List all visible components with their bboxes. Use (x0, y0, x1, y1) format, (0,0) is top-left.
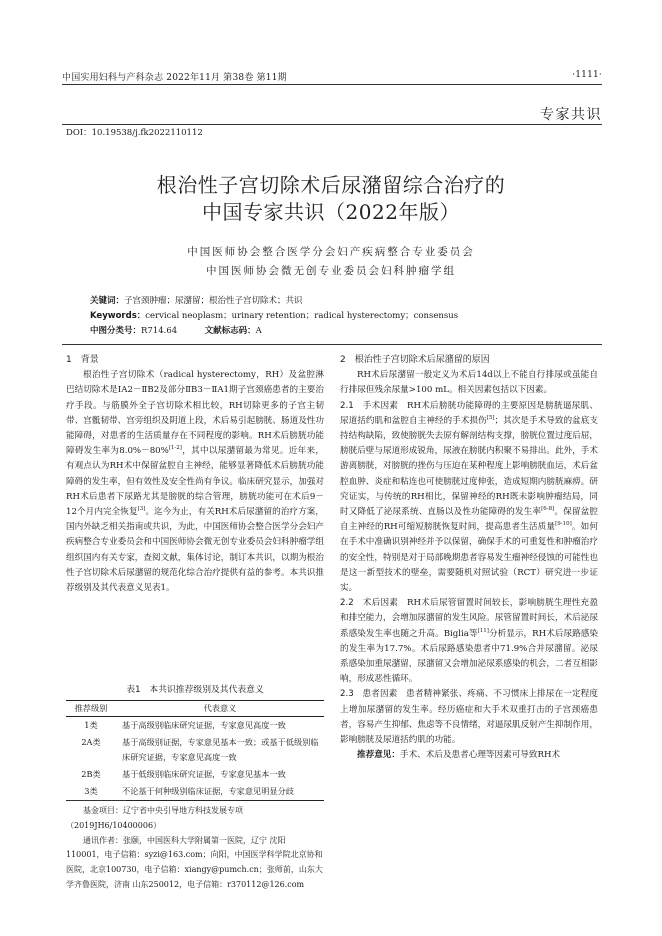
recommendation-label: 推荐意见： (357, 750, 400, 761)
doi: DOI：10.19538/j.fk2022110112 (66, 128, 203, 138)
table-cell: 2A类 (81, 737, 101, 747)
heading-background: 1 背景 (66, 355, 99, 365)
table-header: 推荐级别 (66, 701, 116, 717)
doc-code-label: 文献标志码： (204, 326, 256, 336)
doc-code-value: A (255, 326, 262, 336)
table-cell: 1类 (84, 720, 98, 730)
journal-info: 中国实用妇科与产科杂志 2022年11月 第38卷 第11期 (62, 73, 287, 83)
table-row (66, 717, 324, 735)
contact-note: 通讯作者：张颐，中国医科大学附属第一医院，辽宁 沈阳110001，电子信箱：syzi@163.com；向阳，中国医学科学院北京协和医院，北京100730，电子信箱：xiangy@pumch.cn；张师前，山东大学齐鲁医院，济南 山东250012，电子信箱：r370112@126.com (66, 835, 323, 889)
table-cell: 不论基于何种级别临床证据，专家意见明显分歧 (116, 783, 324, 801)
recommendation-paragraph: 推荐意见：手术、术后及患者心理等因素可导致RH术 (357, 750, 561, 761)
keywords-en (90, 309, 458, 323)
table-row (66, 766, 324, 783)
background-paragraph: 根治性子宫切除术（radical hysterectomy，RH）及盆腔淋巴结切除术是ⅠA2－ⅡB2及部分ⅡB3－ⅡA1期子宫颈癌患者的主要治疗手段。与筋膜外全子宫切除术相比较，RH切除更多的子宫主韧带、宫骶韧带、宫旁组织及阴道上段，术后易引起膀胱、肠道及性功能障碍，对患者的生活质量存在不同程度的影响。RH术后膀胱功能障碍发生率为8.0%－80%[1-2]，其中以尿潴留最为常见。近年来，有观点认为RH术中保留盆腔自主神经，能够显著降低术后膀胱功能障碍的发生率，但有效性及安全性尚有争议。临床研究显示，加强对RH术后患者下尿路尤其是膀胱的综合管理，膀胱功能可在术后9－12个月内完全恢复[3]。迄今为止，有关RH术后尿潴留的治疗方案，国内外缺乏相关指南或共识，为此，中国医师协会整合医学分会妇产疾病整合专业委员会和中国医师协会微无创专业委员会妇科肿瘤学组组织国内有关专家，查阅文献，集体讨论，制订本共识，以期为根治性子宫切除术后尿潴留的规范化综合治疗提供有益的参考。本共识推荐级别及其代表意义见表1。 (66, 370, 324, 594)
keywords-cn (90, 294, 303, 308)
author-org-1: 中国医师协会整合医学分会妇产疾病整合专业委员会 (187, 246, 475, 258)
keywords-cn-label: 关键词： (90, 296, 125, 306)
table-header-row (66, 701, 324, 717)
keywords-cn-text: 子宫颈肿瘤；尿潴留；根治性子宫切除术；共识 (124, 296, 303, 306)
author-org-2: 中国医师协会微无创专业委员会妇科肿瘤学组 (206, 265, 456, 277)
subheading-postop: 2.2 术后因素 (340, 598, 399, 609)
section-tag: 专家共识 (540, 107, 602, 123)
section-rule (62, 124, 602, 125)
table-row (66, 783, 324, 801)
clc-label: 中图分类号： (90, 326, 142, 336)
heading-causes: 2 根治性子宫切除术后尿潴留的原因 (340, 355, 490, 365)
footnote-rule (66, 800, 126, 801)
keywords-en-text: cervical neoplasm；urinary retention；radical hysterectomy；consensus (145, 311, 459, 321)
surgical-factors-paragraph: 2.1 手术因素 RH术后膀胱功能障碍的主要原因是膀胱逼尿肌、尿道括约肌和盆腔自主神经的手术损伤[5]；其次是手术导致的盆底支持结构缺陷，致使膀胱失去原有解剖结构支撑，膀胱位置过度后屈，膀胱后壁与尿道形成锐角，尿液在膀胱内积聚不易排出。此外，手术游离膀胱，对膀胱的挫伤与压迫在某种程度上影响膀胱血运，术后盆腔血肿、炎症和粘连也可使膀胱过度伸张，造成短期内膀胱麻痹。研究证实，与传统的RH相比，保留神经的RH既未影响肿瘤结局，同时又降低了泌尿系统、直肠以及性功能障碍的发生率[6-8]。保留盆腔自主神经的RH可缩短膀胱恢复时间，提高患者生活质量[9-10]。如何在手术中准确识别神经并予以保留，确保手术的可重复性和肿瘤治疗的安全性，特别是对于局部晚期患者容易发生瘤神经侵蚀的可能性也是这一新型技术的壁垒，需要随机对照试验（RCT）研究进一步证实。 (340, 400, 598, 594)
postop-factors-paragraph: 2.2 术后因素 RH术后尿管留置时间较长，影响膀胱生理性充盈和排空能力，会增加尿潴留的发生风险。尿管留置时间长，术后泌尿系感染发生率也随之升高。Biglia等[11]分析显示，RH术后尿路感染的发生率为17.7%。术后尿路感染患者中71.9%合并尿潴留。泌尿系感染加重尿潴留，尿潴留又会增加泌尿系感染的机会，二者互相影响，形成恶性循环。 (340, 598, 599, 685)
patient-factors-paragraph: 2.3 患者因素 患者精神紧张、疼痛、不习惯床上排尿在一定程度上增加尿潴留的发生率。经历癌症和大手术双重打击的子宫颈癌患者，容易产生抑郁、焦虑等不良情绪，对逼尿肌反射产生抑制作用，影响膀胱及尿道括约肌的功能。 (340, 689, 598, 746)
classification (90, 324, 262, 338)
table-cell: 基于低级别临床研究证据，专家意见基本一致 (122, 769, 286, 779)
clc-value: R714.64 (141, 326, 178, 336)
subheading-surgical: 2.1 手术因素 (340, 400, 399, 411)
right-column (340, 353, 598, 763)
table-cell: 3类 (66, 783, 116, 801)
recommendation-table (66, 700, 324, 801)
header-rule (62, 84, 602, 85)
fund-note: 基金项目：辽宁省中央引导地方科技发展专项（2019JH6/10400006） (66, 806, 243, 830)
table-cell: 基于高级别临床研究证据，专家意见高度一致 (122, 720, 286, 730)
table-title: 表1 本共识推荐级别及其代表意义 (126, 685, 264, 695)
table-row (66, 734, 324, 766)
page-number: ·1111· (572, 70, 602, 80)
article-title-line1: 根治性子宫切除术后尿潴留综合治疗的 (156, 173, 506, 197)
causes-intro: RH术后尿潴留一般定义为术后14d以上不能自行排尿或虽能自行排尿但残余尿量>100 mL。相关因素包括以下因素。 (340, 370, 598, 396)
subheading-patient: 2.3 患者因素 (340, 689, 398, 700)
footnotes (66, 804, 324, 893)
table-cell: 基于高级别证据，专家意见基本一致；或基于低级别临床研究证据，专家意见高度一致 (122, 737, 319, 762)
article-title-line2: 中国专家共识（2022年版） (202, 200, 460, 224)
table-cell: 2B类 (81, 769, 101, 779)
keywords-en-label: Keywords： (90, 311, 146, 321)
table-header: 代表意义 (116, 701, 324, 717)
left-column (66, 353, 324, 596)
abstract-rule (62, 344, 602, 345)
